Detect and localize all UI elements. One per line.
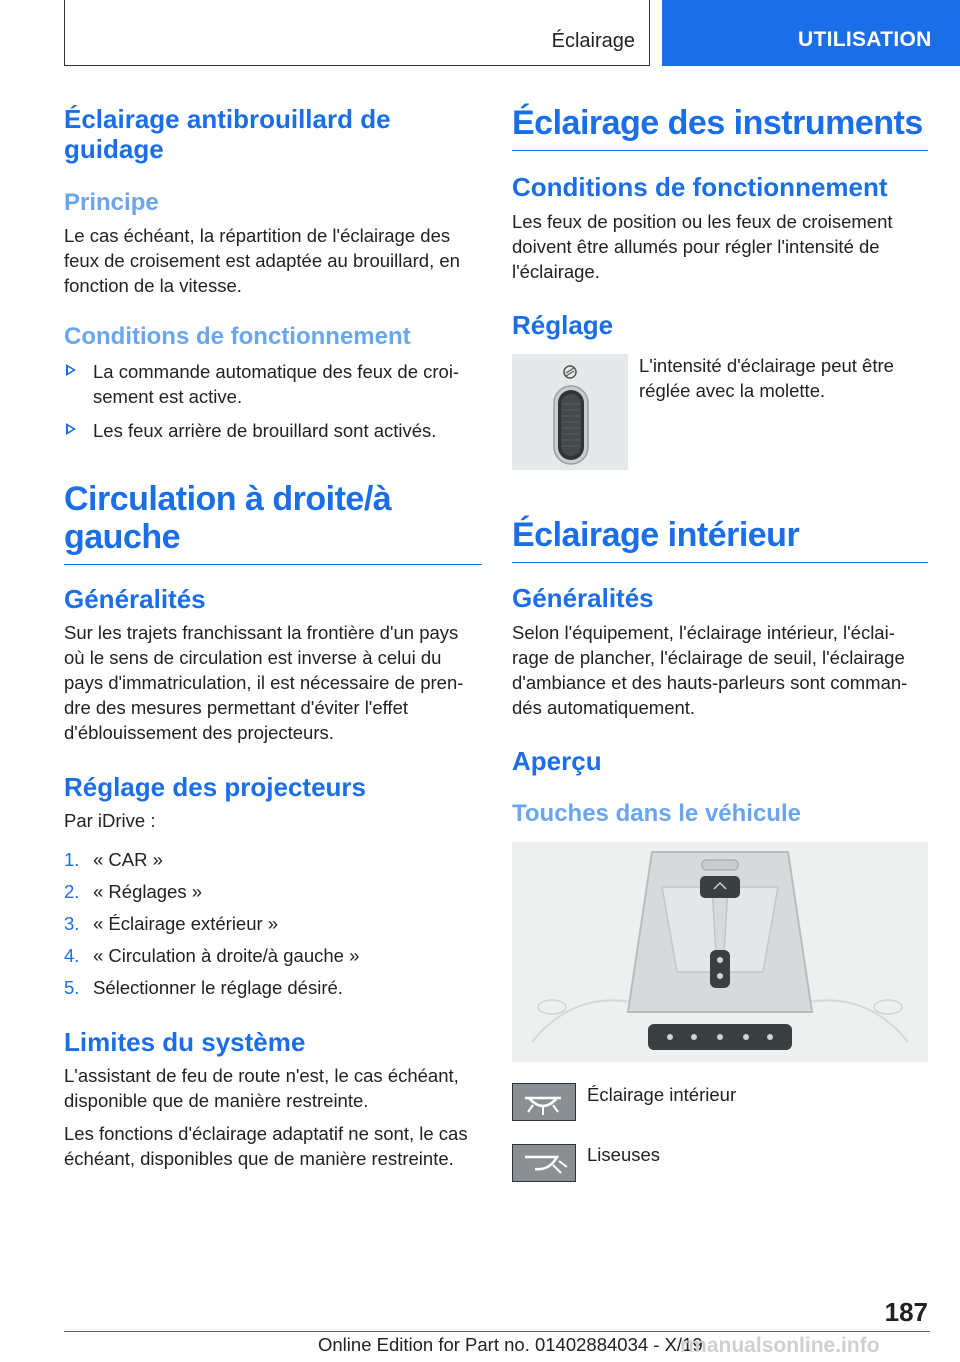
system-limits-text-1: L'assistant de feu de route n'est, le cas échéant, disponible que de manière restreinte. xyxy=(64,1065,459,1111)
list-item: 3. « Éclairage extérieur » xyxy=(64,913,279,934)
header-chapter-label: UTILISATION xyxy=(798,28,932,51)
overhead-console-image xyxy=(512,842,928,1062)
instrument-setting-heading: Réglage xyxy=(512,310,614,340)
circulation-heading: Circulation à droite/à gauche xyxy=(64,480,482,565)
overhead-console-icon xyxy=(512,842,928,1062)
circulation-generalites-text: Sur les trajets franchissant la frontière d'un pays où le sens de circulation est inverse à celui du pays d'immatriculation, il est nécessaire de pren-dre des mesures permettant d'éviter l'effet d'éblouissement des projecteurs. xyxy=(64,622,464,743)
instrument-conditions-text: Les feux de position ou les feux de croisement doivent être allumés pour régler l'intensité de l'éclairage. xyxy=(512,211,893,282)
instrument-setting-text: L'intensité d'éclairage peut être réglée avec la molette. xyxy=(639,355,894,401)
circulation-generalites-heading: Généralités xyxy=(64,584,206,614)
list-item: 4. « Circulation à droite/à gauche » xyxy=(64,945,360,966)
footer-edition: Online Edition for Part no. 01402884034 - X/19 xyxy=(318,1334,703,1355)
principe-text: Le cas échéant, la répartition de l'éclairage des feux de croisement est adaptée au brouillard, en fonction de la vitesse. xyxy=(64,225,460,296)
projector-steps-list xyxy=(64,847,482,1007)
fog-light-heading: Éclairage antibrouillard de guidage xyxy=(64,104,391,164)
list-item: 2. « Réglages » xyxy=(64,881,203,902)
interior-generalites-text: Selon l'équipement, l'éclairage intérieur, l'éclai-rage de plancher, l'éclairage de seuil, l'éclairage d'ambiance et des hauts-parleurs sont comman-dés automatiquement. xyxy=(512,622,908,718)
header-section-box xyxy=(64,0,650,66)
system-limits-text-2: Les fonctions d'éclairage adaptatif ne sont, le cas échéant, disponibles que de manière restreinte. xyxy=(64,1123,468,1169)
dimmer-wheel-icon xyxy=(512,354,628,470)
projector-setting-intro: Par iDrive : xyxy=(64,810,156,831)
reading-light-icon xyxy=(512,1144,576,1182)
principe-heading: Principe xyxy=(64,189,159,216)
header-chapter-tab xyxy=(662,0,960,66)
triangle-bullet-icon xyxy=(66,423,76,435)
interior-light-icon xyxy=(512,1083,576,1121)
reading-light-label: Liseuses xyxy=(587,1144,661,1165)
overview-heading: Aperçu xyxy=(512,746,602,776)
triangle-bullet-icon xyxy=(66,364,76,376)
vehicle-buttons-heading: Touches dans le véhicule xyxy=(512,800,801,827)
footer-divider xyxy=(64,1331,930,1332)
interior-light-label: Éclairage intérieur xyxy=(587,1084,737,1105)
instrument-lighting-heading: Éclairage des instruments xyxy=(512,104,928,151)
fog-conditions-heading: Conditions de fonctionnement xyxy=(64,323,411,350)
list-item: 1. « CAR » xyxy=(64,849,163,870)
list-item: La commande automatique des feux de croi-sement est active. xyxy=(64,359,482,409)
list-item: Les feux arrière de brouillard sont activés. xyxy=(64,418,482,443)
page-number: 187 xyxy=(884,1297,928,1327)
instrument-conditions-heading: Conditions de fonctionnement xyxy=(512,172,888,202)
interior-generalites-heading: Généralités xyxy=(512,583,654,613)
projector-setting-heading: Réglage des projecteurs xyxy=(64,772,366,802)
dimmer-wheel-image xyxy=(512,354,628,470)
header-section-title: Éclairage xyxy=(551,30,635,52)
interior-lighting-heading: Éclairage intérieur xyxy=(512,516,928,563)
fog-conditions-list xyxy=(64,359,482,452)
system-limits-heading: Limites du système xyxy=(64,1027,306,1057)
watermark: rmanualsonline.info xyxy=(680,1334,880,1357)
list-item: 5. Sélectionner le réglage désiré. xyxy=(64,977,343,998)
